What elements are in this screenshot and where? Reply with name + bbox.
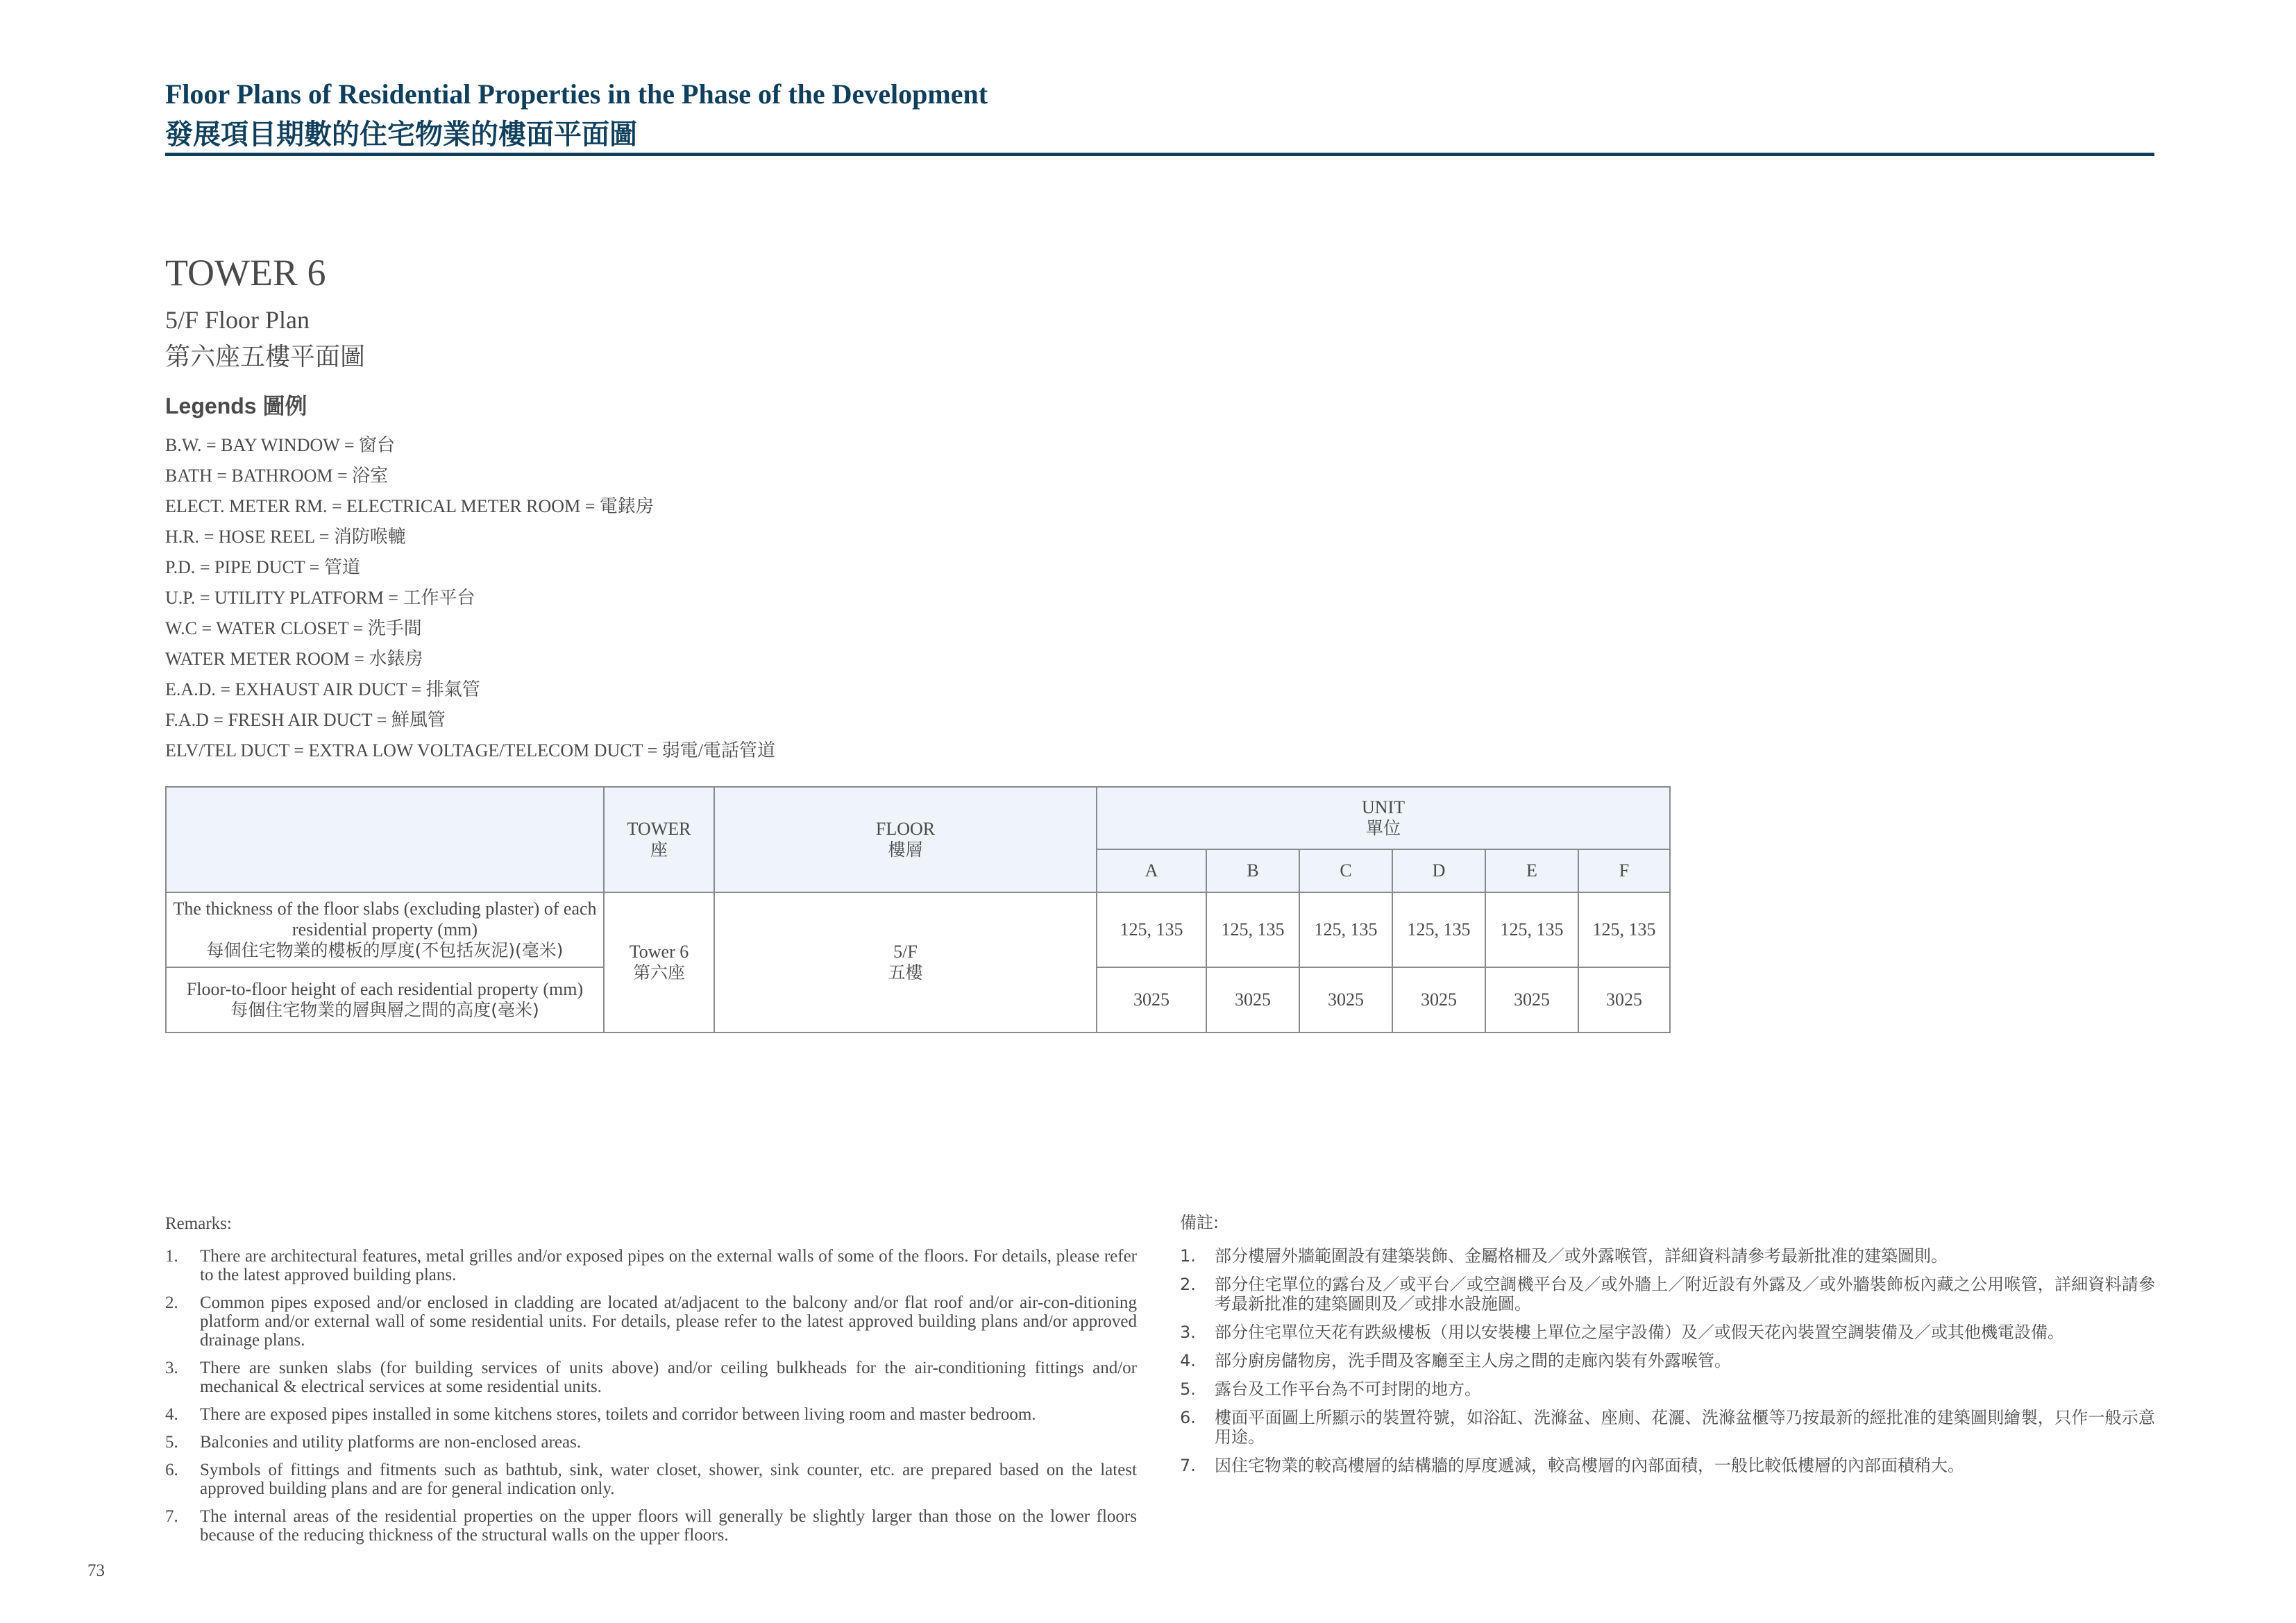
table-cell: 125, 135	[1578, 892, 1670, 967]
floor-value-cell	[714, 892, 1097, 1033]
remark-number: 5.	[165, 1433, 178, 1452]
remark-number: 5.	[1180, 1379, 1196, 1399]
legend-item: F.A.D = FRESH AIR DUCT = 鮮風管	[165, 710, 446, 730]
remarks-en	[165, 1214, 1137, 1554]
remark-item	[1180, 1246, 2155, 1266]
table-cell: 3025	[1392, 967, 1485, 1033]
remark-item	[165, 1247, 1137, 1284]
remarks-list-en	[165, 1247, 1137, 1545]
remark-item	[165, 1461, 1137, 1498]
tower-title: TOWER 6	[165, 252, 326, 294]
remark-text: 因住宅物業的較高樓層的結構牆的厚度遞減，較高樓層的內部面積，一般比較低樓層的內部面積稍大。	[1215, 1456, 1964, 1475]
remark-text: There are sunken slabs (for building services of units above) and/or ceiling bulkheads for the air-conditioning fittings and/or mechanical & electrical services at some residential units.	[200, 1359, 1137, 1396]
table-cell: 125, 135	[1299, 892, 1392, 967]
unit-header-en: UNIT	[1361, 797, 1406, 817]
table-cell: 3025	[1578, 967, 1670, 1033]
remark-number: 3.	[165, 1359, 178, 1377]
unit-column-header: F	[1578, 849, 1670, 892]
remark-item	[165, 1359, 1137, 1396]
floor-header	[714, 787, 1097, 892]
row-label	[166, 892, 604, 967]
tower-value-zh: 第六座	[632, 962, 685, 983]
table-cell: 3025	[1097, 967, 1206, 1033]
table-cell: 125, 135	[1097, 892, 1206, 967]
remark-number: 7.	[165, 1507, 178, 1526]
remark-text: 部分廚房儲物房，洗手間及客廳至主人房之間的走廊內裝有外露喉管。	[1215, 1351, 1731, 1370]
unit-column-header: A	[1097, 849, 1206, 892]
row-label-en: Floor-to-floor height of each residential property (mm)	[186, 979, 584, 999]
row-label	[166, 967, 604, 1033]
remark-number: 6.	[1180, 1408, 1196, 1427]
remark-text: 露台及工作平台為不可封閉的地方。	[1215, 1379, 1481, 1399]
legend-item: U.P. = UTILITY PLATFORM = 工作平台	[165, 588, 475, 608]
table-cell: 3025	[1206, 967, 1299, 1033]
legend-item: H.R. = HOSE REEL = 消防喉轆	[165, 527, 406, 547]
table-cell: 125, 135	[1485, 892, 1578, 967]
floor-plan-title-zh: 第六座五樓平面圖	[165, 343, 366, 371]
table-cell: 125, 135	[1206, 892, 1299, 967]
floor-plan-title-en: 5/F Floor Plan	[165, 306, 310, 334]
legend-item: W.C = WATER CLOSET = 洗手間	[165, 618, 422, 638]
floor-value-en: 5/F	[893, 942, 918, 962]
legend-item: E.A.D. = EXHAUST AIR DUCT = 排氣管	[165, 679, 480, 699]
remarks-title-en: Remarks:	[165, 1214, 232, 1233]
remark-item	[165, 1293, 1137, 1350]
header-title-en: Floor Plans of Residential Properties in the Phase of the Development	[165, 78, 988, 110]
remarks-title-zh: 備註:	[1180, 1213, 1219, 1232]
remark-number: 1.	[1180, 1246, 1196, 1266]
remark-text: 部分樓層外牆範圍設有建築裝飾、金屬格柵及／或外露喉管，詳細資料請參考最新批准的建築圖則。	[1215, 1246, 1948, 1266]
floor-spec-table	[165, 786, 1671, 1033]
remark-item	[165, 1405, 1137, 1424]
floor-header-zh: 樓層	[888, 840, 923, 860]
tower-header	[604, 787, 714, 892]
remark-text: 部分住宅單位天花有跌級樓板（用以安裝樓上單位之屋宇設備）及／或假天花內裝置空調裝備及／或其他機電設備。	[1215, 1323, 2064, 1342]
floor-header-en: FLOOR	[875, 819, 936, 839]
row-label-zh: 每個住宅物業的樓板的厚度(不包括灰泥)(毫米)	[206, 940, 564, 960]
remark-text: The internal areas of the residential properties on the upper floors will generally be slightly larger than those on the lower floors because of the reducing thickness of the structural walls on the upper floors.	[200, 1507, 1137, 1545]
remark-item	[1180, 1408, 2155, 1447]
table-corner-cell	[166, 787, 604, 892]
legend-item: BATH = BATHROOM = 浴室	[165, 466, 389, 486]
unit-column-header: D	[1392, 849, 1485, 892]
remark-text: There are exposed pipes installed in some kitchens stores, toilets and corridor between living room and master bedroom.	[200, 1405, 1036, 1424]
tower-value-cell	[604, 892, 714, 1033]
table-cell: 125, 135	[1392, 892, 1485, 967]
legend-item: WATER METER ROOM = 水錶房	[165, 649, 423, 669]
remark-number: 1.	[165, 1247, 178, 1266]
remark-text: Balconies and utility platforms are non-enclosed areas.	[200, 1433, 582, 1452]
remark-item	[165, 1507, 1137, 1545]
tower-value-en: Tower 6	[629, 942, 689, 962]
remark-item	[1180, 1323, 2155, 1342]
remark-item	[165, 1433, 1137, 1452]
legends-title: Legends 圖例	[165, 393, 307, 418]
unit-column-header: B	[1206, 849, 1299, 892]
remarks-zh	[1180, 1213, 2155, 1484]
tower-header-zh: 座	[650, 840, 668, 860]
remark-number: 2.	[165, 1293, 178, 1312]
remark-number: 6.	[165, 1461, 178, 1479]
unit-column-header: C	[1299, 849, 1392, 892]
floor-value-zh: 五樓	[888, 962, 923, 983]
row-label-zh: 每個住宅物業的層與層之間的高度(毫米)	[230, 1000, 539, 1020]
remark-number: 4.	[1180, 1351, 1196, 1370]
legend-item: P.D. = PIPE DUCT = 管道	[165, 557, 360, 577]
remark-text: Symbols of fittings and fitments such as bathtub, sink, water closet, shower, sink counter, etc. are prepared based on the latest approved building plans and are for general indication only.	[200, 1461, 1137, 1498]
header-divider	[165, 153, 2154, 156]
remark-text: There are architectural features, metal grilles and/or exposed pipes on the external walls of some of the floors. For details, please refer to the latest approved building plans.	[200, 1247, 1137, 1284]
remark-number: 3.	[1180, 1323, 1196, 1342]
page-number: 73	[87, 1561, 105, 1580]
remark-item	[1180, 1351, 2155, 1370]
remark-text: 樓面平面圖上所顯示的裝置符號，如浴缸、洗滌盆、座廁、花灑、洗滌盆櫃等乃按最新的經批准的建築圖則繪製，只作一般示意用途。	[1215, 1408, 2155, 1447]
remark-number: 7.	[1180, 1456, 1196, 1475]
legend-item: ELV/TEL DUCT = EXTRA LOW VOLTAGE/TELECOM DUCT = 弱電/電話管道	[165, 740, 775, 760]
table-cell: 3025	[1299, 967, 1392, 1033]
remark-number: 4.	[165, 1405, 178, 1424]
unit-column-header: E	[1485, 849, 1578, 892]
unit-header-zh: 單位	[1366, 818, 1401, 838]
header-title-zh: 發展項目期數的住宅物業的樓面平面圖	[165, 119, 637, 151]
tower-header-en: TOWER	[627, 819, 691, 839]
table-cell: 3025	[1485, 967, 1578, 1033]
remarks-list-zh	[1180, 1246, 2155, 1475]
remark-text: 部分住宅單位的露台及／或平台／或空調機平台及／或外牆上／附近設有外露及／或外牆裝飾板內藏之公用喉管，詳細資料請參考最新批准的建築圖則及／或排水設施圖。	[1215, 1275, 2155, 1314]
remark-item	[1180, 1275, 2155, 1314]
legend-list	[165, 430, 775, 766]
remark-item	[1180, 1456, 2155, 1475]
remark-text: Common pipes exposed and/or enclosed in cladding are located at/adjacent to the balcony and/or flat roof and/or air-con-ditioning platform and/or external wall of some residential units. For details, please refer to the latest approved building plans and/or approved drainage plans.	[200, 1293, 1137, 1350]
remark-number: 2.	[1180, 1275, 1196, 1294]
legend-item: B.W. = BAY WINDOW = 窗台	[165, 435, 395, 455]
unit-header	[1097, 787, 1670, 849]
legend-item: ELECT. METER RM. = ELECTRICAL METER ROOM = 電錶房	[165, 496, 654, 516]
row-label-en: The thickness of the floor slabs (excluding plaster) of each residential property (mm)	[173, 899, 597, 940]
remark-item	[1180, 1379, 2155, 1399]
